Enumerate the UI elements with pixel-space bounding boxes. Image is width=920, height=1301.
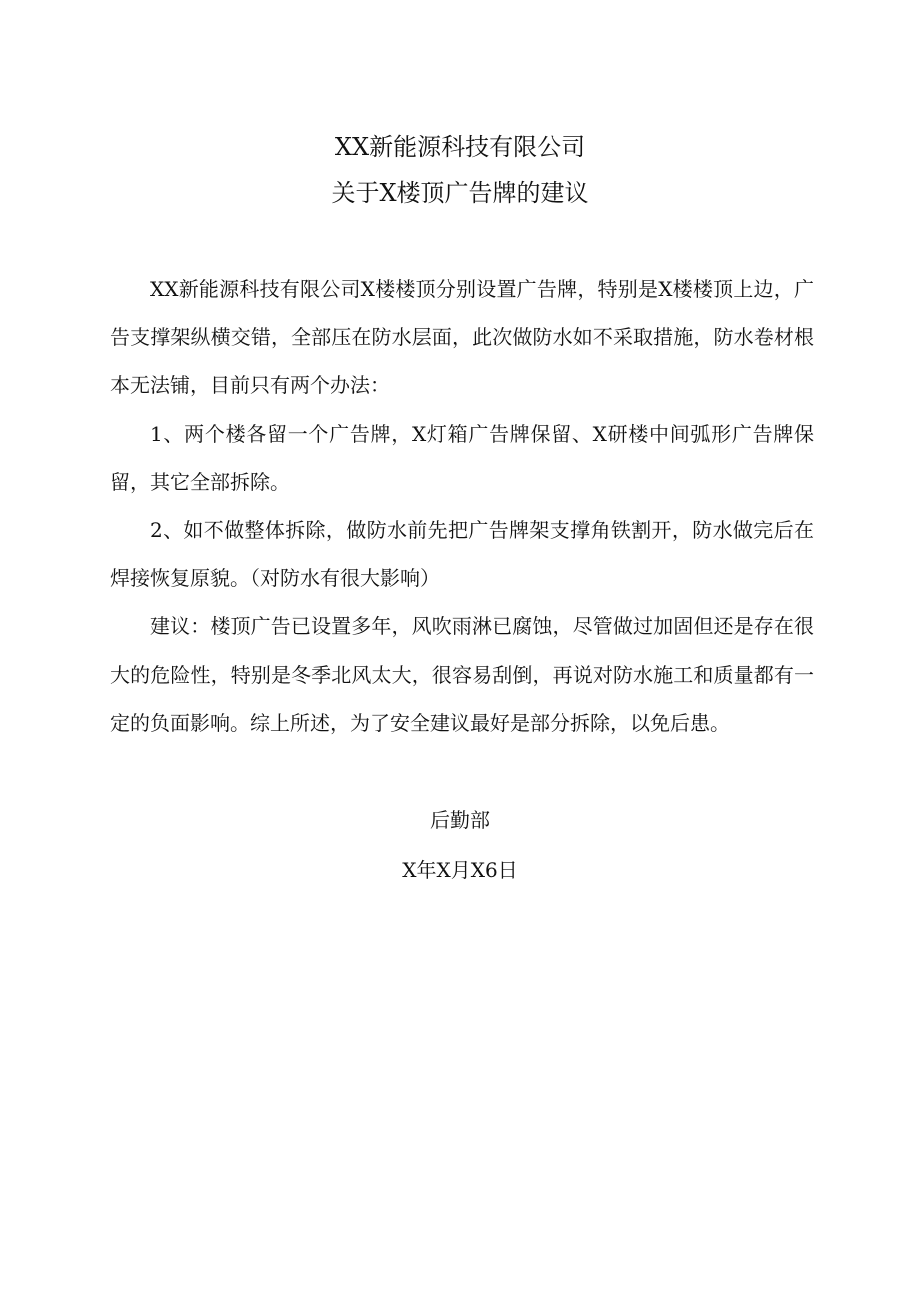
intro-paragraph: XX新能源科技有限公司X楼楼顶分别设置广告牌，特别是X楼楼顶上边，广告支撑架纵横交错，全部压在防水层面，此次做防水如不采取措施，防水卷材根本无法铺，目前只有两个办法：	[110, 277, 814, 398]
signature-block	[0, 795, 920, 895]
document-date: X年X月X6日	[402, 858, 518, 882]
document-body	[110, 265, 814, 747]
option-two-paragraph: 2、如不做整体拆除，做防水前先把广告牌架支撑角铁割开，防水做完后在焊接恢复原貌。（对防水有很大影响）	[110, 518, 814, 591]
recommendation-paragraph: 建议：楼顶广告已设置多年，风吹雨淋已腐蚀，尽管做过加固但还是存在很大的危险性，特别是冬季北风太大，很容易刮倒，再说对防水施工和质量都有一定的负面影响。综上所述，为了安全建议最好是部分拆除，以免后患。	[110, 614, 814, 735]
department-signature: 后勤部	[430, 808, 490, 832]
company-name-title: XX新能源科技有限公司	[334, 133, 586, 161]
document-title	[0, 124, 920, 216]
subject-title: 关于X楼顶广告牌的建议	[331, 179, 589, 207]
option-one-paragraph: 1、两个楼各留一个广告牌，X灯箱广告牌保留、X研楼中间弧形广告牌保留，其它全部拆除。	[110, 421, 814, 494]
